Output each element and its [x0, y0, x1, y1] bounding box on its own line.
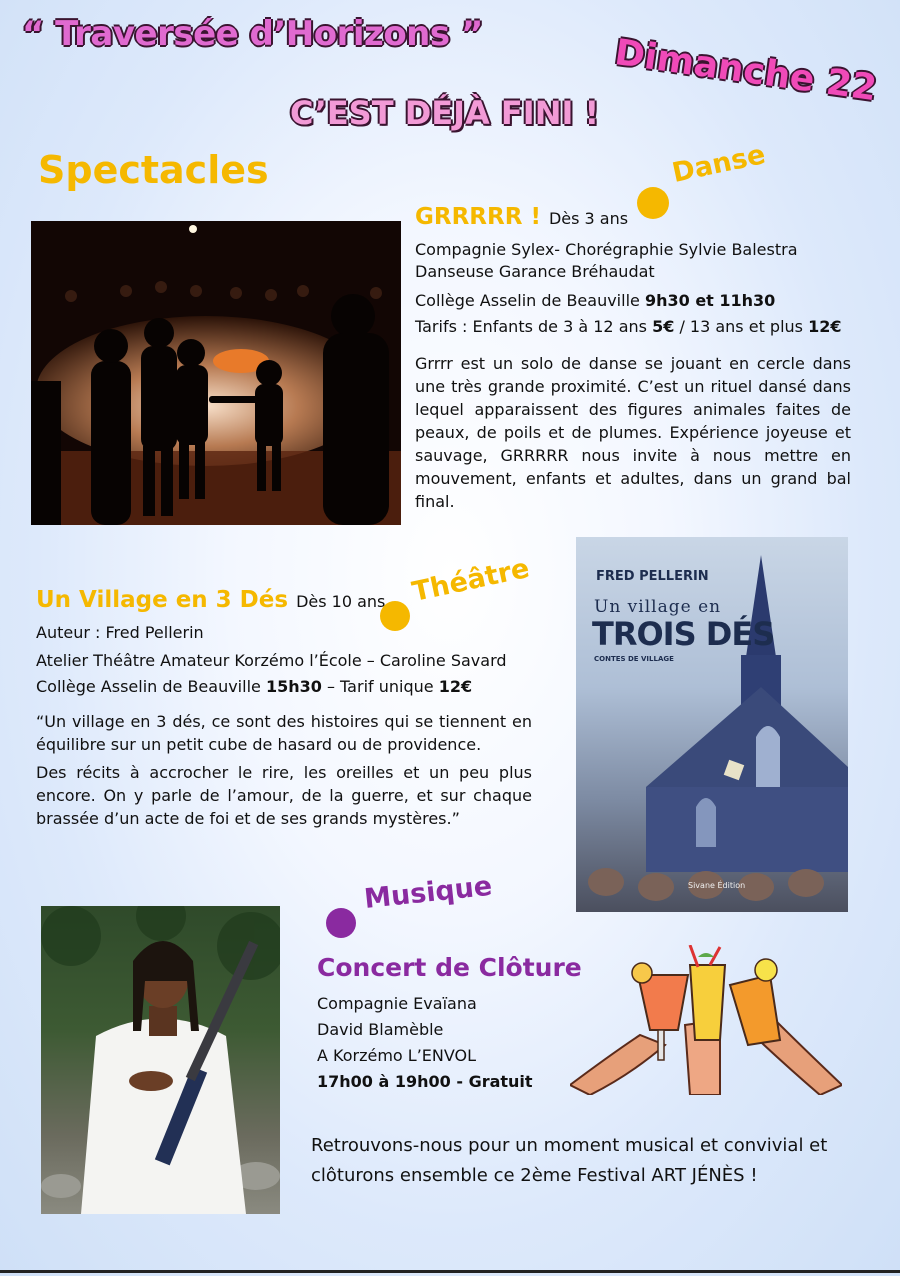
danse-tarifs-label: Tarifs : Enfants de 3 à 12 ans	[415, 317, 647, 336]
concert-venue: A Korzémo L’ENVOL	[317, 1046, 477, 1065]
bottom-rule	[0, 1270, 900, 1273]
book-publisher: Sivane Édition	[688, 881, 746, 890]
theatre-show-title: Un Village en 3 Dés	[36, 587, 289, 613]
concert-time: 17h00 à 19h00 - Gratuit	[317, 1072, 533, 1091]
theatre-price: 12€	[438, 677, 473, 696]
concert-company: Compagnie Evaïana	[317, 994, 477, 1013]
theatre-time: 15h30	[265, 677, 322, 696]
danse-age: Dès 3 ans	[548, 209, 629, 228]
theatre-category-label: Théâtre	[409, 552, 533, 608]
musician-photo	[41, 906, 280, 1214]
theatre-tarif-label: – Tarif unique	[326, 677, 434, 696]
festival-title: “ Traversée d’Horizons ”	[22, 14, 483, 54]
danse-company: Compagnie Sylex- Chorégraphie Sylvie Balestra	[415, 240, 798, 259]
danse-times: 9h30 et 11h30	[644, 291, 776, 310]
concert-title: Concert de Clôture	[317, 953, 582, 982]
danse-dancer: Danseuse Garance Bréhaudat	[415, 262, 655, 281]
closing-text: Retrouvons-nous pour un moment musical et convivial et clôturons ensemble ce 2ème Festival ART JÉNÈS !	[311, 1135, 828, 1186]
danse-category-label: Danse	[669, 139, 769, 189]
danse-price-adult: 12€	[808, 317, 842, 336]
status-banner: C’EST DÉJÀ FINI !	[290, 94, 600, 132]
danse-title-line	[415, 206, 628, 230]
danse-price-child: 5€	[652, 317, 675, 336]
cheers-illustration	[570, 945, 842, 1095]
book-cover	[576, 537, 848, 912]
book-title-top: Un village en	[594, 597, 722, 617]
book-title-main: TROIS DÉS	[592, 615, 775, 653]
theatre-venue	[36, 676, 472, 698]
event-day: Dimanche 22	[612, 32, 880, 110]
musique-dot-icon	[326, 908, 356, 938]
danse-dot-icon	[637, 187, 669, 219]
theatre-author: Auteur : Fred Pellerin	[36, 623, 204, 642]
theatre-description-2: Des récits à accrocher le rire, les oreilles et un peu plus encore. On y parle de l’amour, de la guerre, et sur chaque brassée d’un acte de foi et de ses grands mystères.”	[36, 763, 532, 828]
danse-tarifs	[415, 316, 842, 338]
danse-venue	[415, 290, 775, 312]
theatre-age: Dès 10 ans	[296, 592, 386, 611]
danse-show-title: GRRRRR !	[415, 204, 541, 230]
danse-photo	[31, 221, 401, 525]
concert-artist: David Blamèble	[317, 1020, 444, 1039]
book-author: FRED PELLERIN	[596, 569, 709, 584]
book-subtitle: CONTES DE VILLAGE	[594, 655, 674, 663]
theatre-company: Atelier Théâtre Amateur Korzémo l’École – Caroline Savard	[36, 651, 507, 670]
theatre-description-1: “Un village en 3 dés, ce sont des histoires qui se tiennent en équilibre sur un petit cube de hasard ou de providence.	[36, 712, 532, 754]
section-title: Spectacles	[38, 148, 269, 192]
danse-description: Grrrr est un solo de danse se jouant en cercle dans une très grande proximité. C’est un rituel dansé dans lequel apparaissent des figures animales faites de peaux, de poils et de plumes. Expérience joyeuse et sauvage, GRRRRR nous invite à nous mettre en mouvement, enfants et adultes, dans un grand bal final.	[415, 354, 851, 511]
theatre-title-line	[36, 589, 385, 613]
danse-tarifs-mid: / 13 ans et plus	[679, 317, 804, 336]
danse-venue-name: Collège Asselin de Beauville	[415, 291, 640, 310]
musique-category-label: Musique	[362, 870, 494, 915]
theatre-venue-name: Collège Asselin de Beauville	[36, 677, 261, 696]
